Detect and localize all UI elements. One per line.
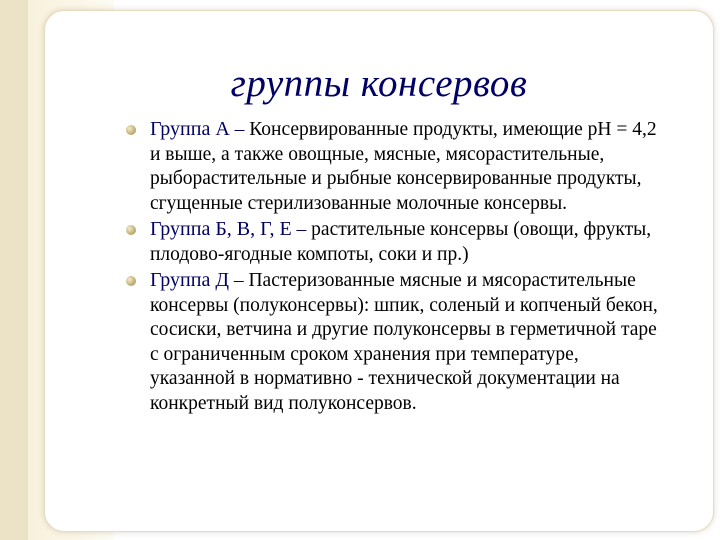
group-name: Группа Б, В, Г, Е: [150, 218, 292, 240]
group-name: Группа А: [150, 118, 230, 140]
group-description: Пастеризованные мясные и мясорастительные консервы (полуконсервы): шпик, соленый и копченый бекон, сосиски, ветчина и другие полуконсервы в герметичной таре с ограниченным сроком хранения при температуре, указанной в нормативно - технической документации на конкретный вид полуконсервов.: [150, 270, 658, 414]
bullet-icon: [126, 125, 136, 135]
dash: –: [229, 119, 250, 140]
list-item-group-d: [125, 268, 665, 416]
group-description: растительные консервы (овощи, фрукты, плодово-ягодные компоты, соки и пр.): [150, 219, 652, 265]
bullet-icon: [126, 225, 136, 235]
slide-title: группы консервов: [230, 62, 528, 105]
dash: –: [291, 219, 312, 240]
group-name: Группа Д: [150, 269, 229, 291]
list-item-group-b-v-g-e: [125, 217, 665, 267]
decorative-left-band: [0, 0, 28, 540]
slide-panel: [44, 10, 714, 532]
group-description: Консервированные продукты, имеющие рН = 4,2 и выше, а также овощные, мясные, мясорастительные, рыборастительные и рыбные консервированные продукты, сгущенные стерилизованные молочные консервы.: [150, 119, 657, 214]
list-item-group-a: [125, 117, 665, 216]
bullet-icon: [126, 276, 136, 286]
dash: –: [228, 270, 249, 291]
bullet-list: [125, 117, 665, 417]
